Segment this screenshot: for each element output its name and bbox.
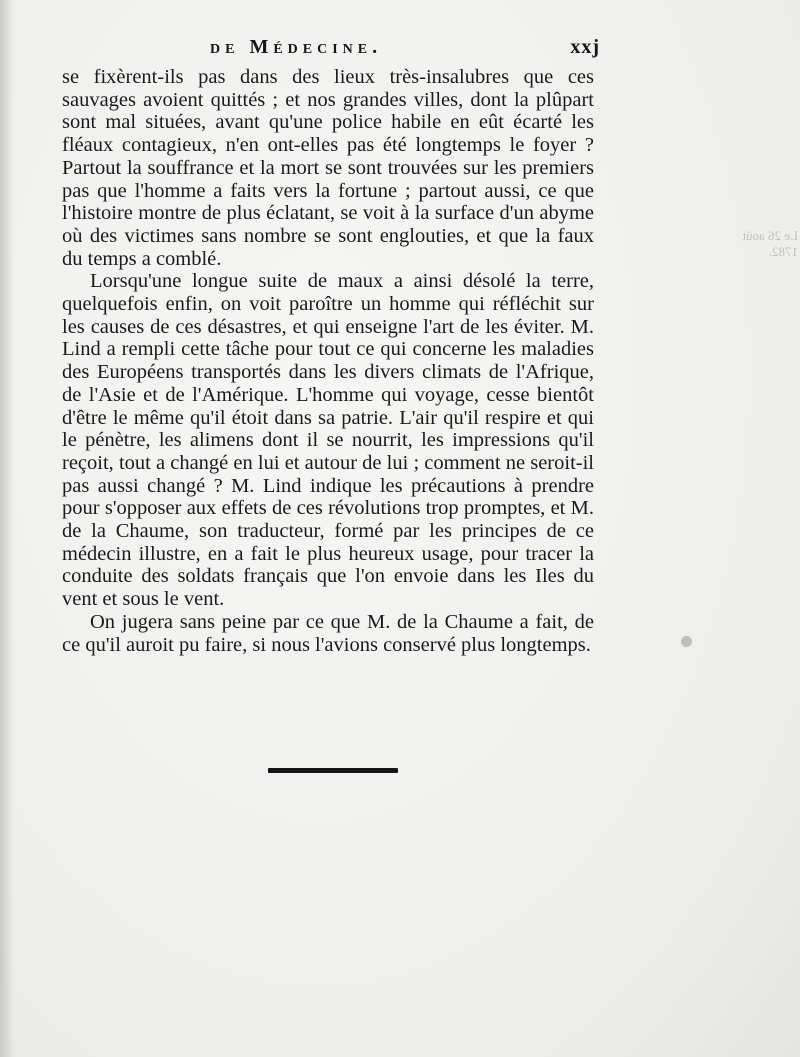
body-text <box>62 66 594 656</box>
margin-note-line: 1782. <box>768 244 798 259</box>
page-header <box>60 36 600 66</box>
running-title: de Médecine. <box>210 36 383 58</box>
paragraph: Lorsqu'une longue suite de maux a ainsi désolé la terre, quelquefois enfin, on voit paroître un homme qui réfléchit sur les causes de ces désastres, et qui enseigne l'art de les éviter. M. Lind a rempli cette tâche pour tout ce qui concerne les maladies des Européens transportés dans les divers climats de l'Afrique, de l'Asie et de l'Amérique. L'homme qui voyage, cesse bientôt d'être le même qu'il étoit dans sa patrie. L'air qu'il respire et qui le pénètre, les alimens dont il se nourrit, les impressions qu'il reçoit, tout a changé en lui et autour de lui ; comment ne seroit-il pas aussi changé ? M. Lind indique les précautions à prendre pour s'opposer aux effets de ces révolutions trop promptes, et M. de la Chaume, son traducteur, formé par les principes de ce médecin illustre, en a fait le plus heureux usage, pour tracer la conduite des soldats français que l'on envoie dans les Iles du vent et sous le vent. <box>62 270 594 611</box>
binding-shadow <box>0 0 14 1057</box>
paper-spot <box>681 636 692 647</box>
margin-note-line: Le 26 août <box>742 228 798 243</box>
section-end-rule <box>268 768 398 773</box>
paragraph: On jugera sans peine par ce que M. de la Chaume a fait, de ce qu'il auroit pu faire, si nous l'avions conservé plus longtemps. <box>62 610 594 656</box>
page-number: xxj <box>570 36 600 58</box>
bleed-through-margin-note <box>688 228 798 260</box>
paragraph: se fixèrent-ils pas dans des lieux très-insalubres que ces sauvages avoient quittés ; et nos grandes villes, dont la plûpart sont mal situées, avant qu'une police habile en eût écarté les fléaux contagieux, n'en ont-elles pas été longtemps le foyer ? Partout la souffrance et la mort se sont trouvées sur les premiers pas que l'homme a faits vers la fortune ; partout aussi, ce que l'histoire montre de plus éclatant, se voit à la surface d'un abyme où des victimes sans nombre se sont englouties, et que la faux du temps a comblé. <box>62 66 594 270</box>
